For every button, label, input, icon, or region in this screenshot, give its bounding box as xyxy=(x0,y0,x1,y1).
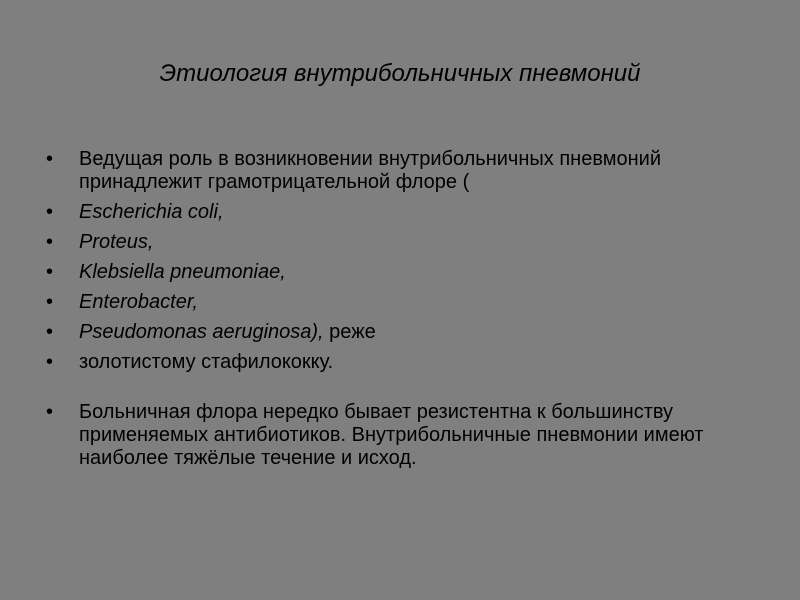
bullet-list xyxy=(46,148,746,477)
bullet-item-pseudomonas xyxy=(46,321,746,344)
bullet-item-resistance xyxy=(46,401,746,470)
bullet-item-enterobacter xyxy=(46,291,746,314)
bullet-text-plain: реже xyxy=(323,321,376,343)
bullet-text: Ведущая роль в возникновении внутрибольничных пневмоний принадлежит грамотрицательной флоре ( xyxy=(79,148,661,193)
bullet-item-proteus xyxy=(46,231,746,254)
bullet-text: Больничная флора нередко бывает резистентна к большинству применяемых антибиотиков. Внутрибольничные пневмонии имеют наиболее тяжёлые течение и исход. xyxy=(79,401,704,469)
bullet-text: золотистому стафилококку. xyxy=(79,351,334,373)
bullet-text: Enterobacter, xyxy=(79,291,198,313)
bullet-item-staphylococcus xyxy=(46,351,746,374)
bullet-text: Escherichia coli, xyxy=(79,201,224,223)
bullet-text: Klebsiella pneumoniae, xyxy=(79,261,286,283)
bullet-item-klebsiella xyxy=(46,261,746,284)
bullet-item-escherichia-coli xyxy=(46,201,746,224)
bullet-text: Proteus, xyxy=(79,231,154,253)
bullet-text-italic: Pseudomonas aeruginosa), xyxy=(79,321,324,343)
slide-title: Этиология внутрибольничных пневмоний xyxy=(159,60,641,87)
bullet-item-leading-role xyxy=(46,148,746,194)
